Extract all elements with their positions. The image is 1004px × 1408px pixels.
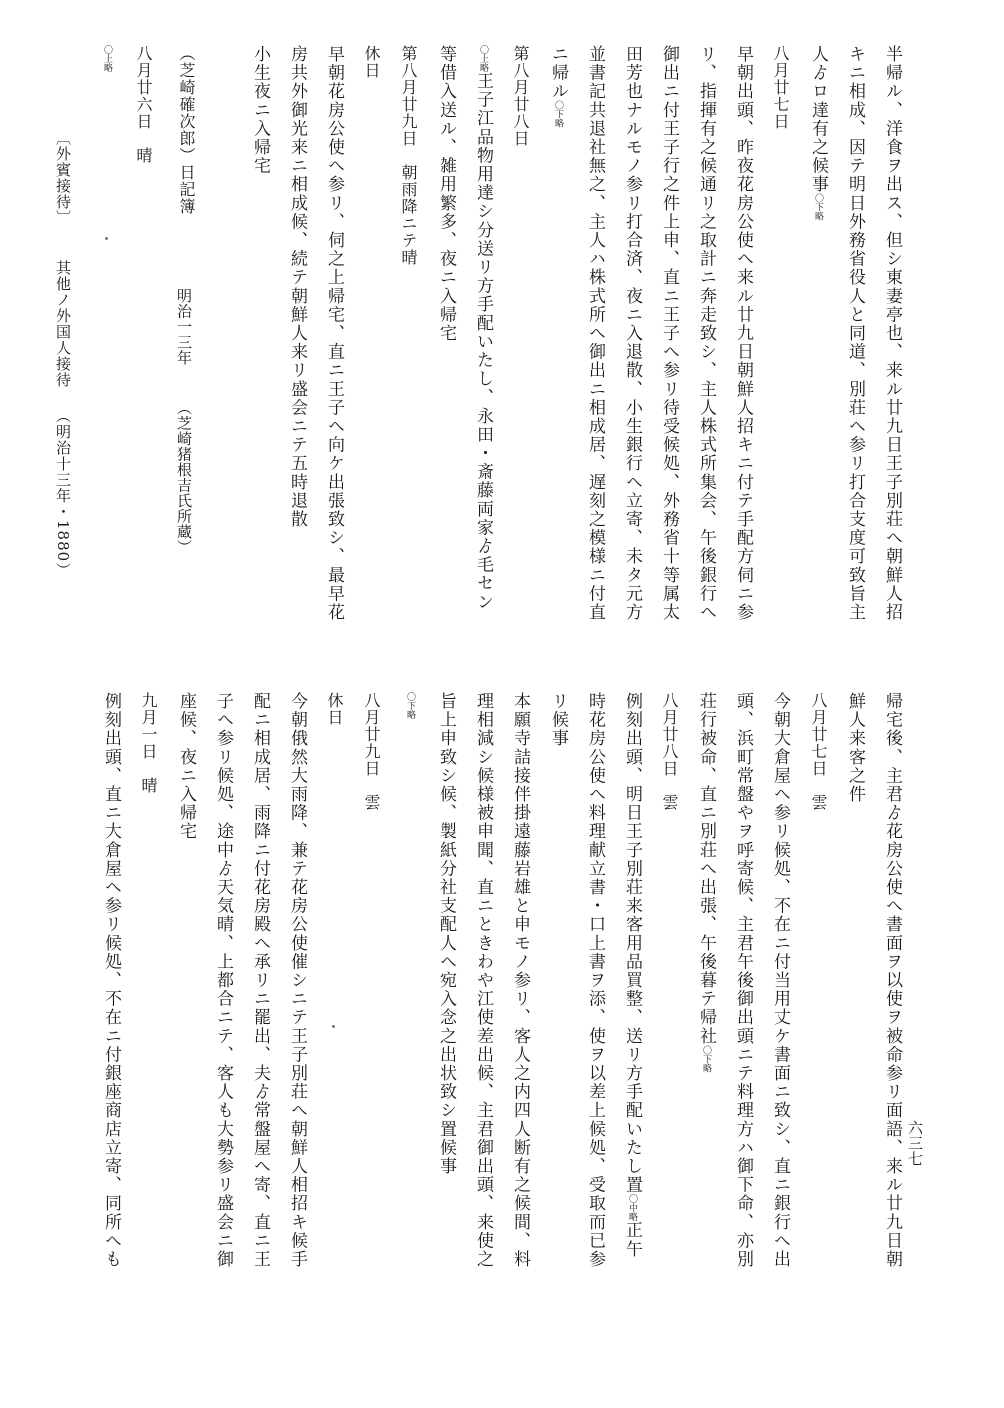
holiday-label: 休日 bbox=[362, 45, 381, 79]
source-title: （芝崎確次郎）日記簿 bbox=[177, 45, 196, 215]
text-column: キニ相成、因テ明日外務省役人と同道、別荘へ参リ打合支度可致旨主 bbox=[845, 45, 865, 622]
text-column: 房共外御光来ニ相成候、続テ朝鮮人来リ盛会ニテ五時退散 bbox=[287, 45, 307, 529]
diary-year: 明治一三年 bbox=[175, 288, 193, 366]
text-column: 本願寺詰接伴掛遠藤岩雄と申モノ参リ、客人之内四人断有之候間、料 bbox=[510, 692, 530, 1269]
text-column: 早朝出頭、昨夜花房公使へ来ル廿九日朝鮮人招キニ付テ手配方伺ニ参 bbox=[733, 45, 753, 622]
text-column: 今朝俄然大雨降、兼テ花房公使催シニテ王子別荘へ朝鮮人相招キ候手 bbox=[287, 692, 307, 1269]
date-heading: 八月廿七日 雲 bbox=[809, 692, 828, 811]
text-column bbox=[474, 45, 491, 611]
text-column: 理相減シ候様被申聞、直ニときわや江使差出候、主君御出頭、来使之 bbox=[473, 692, 493, 1269]
text-column: 並書記共退社無之、主人ハ株式所へ御出ニ相成居、遅刻之模様ニ付直 bbox=[585, 45, 605, 622]
text-column bbox=[549, 45, 566, 128]
text-column: リ候事 bbox=[548, 692, 568, 748]
text-segment: 例刻出頭、明日王子別荘来客用品買整、送リ方手配いたし置 bbox=[622, 692, 642, 1195]
text-column: 時花房公使へ料理献立書・口上書ヲ添、使ヲ以差上候処、受取而已参 bbox=[585, 692, 605, 1269]
holiday-label: 休日 bbox=[325, 692, 344, 726]
running-head-section: 〔外賓接待〕 bbox=[54, 130, 72, 226]
omission-note: 〇下略 bbox=[701, 1045, 711, 1073]
text-column: 頭、浜町常盤やヲ呼寄候、主君午後御出頭ニテ料理方ハ御下命、亦別 bbox=[733, 692, 753, 1269]
text-column: 等借入送ル、雑用繁多、夜ニ入帰宅 bbox=[436, 45, 456, 343]
date-heading: 八月廿九日 雲 bbox=[362, 692, 381, 811]
text-column: 旨上申致シ候、製紙分社支配人へ宛入念之出状致シ置候事 bbox=[436, 692, 456, 1176]
text-column: 配ニ相成居、雨降ニ付花房殿へ承リニ罷出、夫ゟ常盤屋へ寄、直ニ王 bbox=[250, 692, 270, 1269]
omission-note: 〇中略 bbox=[627, 1194, 637, 1222]
omission-note: 〇下略 bbox=[553, 100, 563, 128]
date-heading: 八月廿八日 雲 bbox=[660, 692, 679, 811]
text-column: 早朝花房公使へ参リ、伺之上帰宅、直ニ王子へ向ケ出張致シ、最早花 bbox=[324, 45, 344, 622]
text-segment: ニ帰ル bbox=[548, 45, 568, 101]
omission-note: 〇下略 bbox=[405, 692, 415, 719]
text-column: 今朝大倉屋へ参リ候処、不在ニ付当用丈ケ書面ニ致シ、直ニ銀行へ出 bbox=[770, 692, 790, 1269]
date-heading: 八月廿六日 晴 bbox=[134, 45, 153, 164]
text-column bbox=[623, 692, 640, 1258]
omission-note: 〇上略 bbox=[102, 45, 112, 72]
text-column: 御出ニ付王子行之件上申、直ニ王子へ参リ待受候処、外務省十等属太 bbox=[659, 45, 679, 622]
text-column bbox=[809, 45, 826, 221]
omission-note: 〇上略 bbox=[478, 45, 488, 72]
page-number: 六三七 bbox=[906, 1120, 924, 1167]
running-head-title: 其他ノ外国人接待 bbox=[54, 260, 72, 388]
text-column: 例刻出頭、直ニ大倉屋へ参リ候処、不在ニ付銀座商店立寄、同所へも bbox=[101, 692, 121, 1269]
text-segment: 人ゟロ達有之候事 bbox=[808, 45, 828, 194]
text-column: 半帰ル、洋食ヲ出ス、但シ東妻亭也、来ル廿九日王子別荘へ朝鮮人招 bbox=[882, 45, 902, 622]
text-segment: 荘行被命、直ニ別荘へ出張、午後暮テ帰社 bbox=[696, 692, 716, 1046]
text-column: 鮮人来客之件 bbox=[845, 692, 865, 804]
date-heading: 第八月廿九日 朝雨降ニテ晴 bbox=[399, 45, 418, 266]
date-heading: 第八月廿八日 bbox=[511, 45, 530, 147]
text-column: 小生夜ニ入帰宅 bbox=[250, 45, 270, 176]
running-head-era: （明治十三年・1880） bbox=[54, 408, 72, 579]
text-segment: 王子江品物用達シ分送リ方手配いたし、永田・斎藤両家ゟ毛セン bbox=[473, 72, 493, 612]
text-segment: 正午 bbox=[622, 1221, 642, 1259]
text-column: 田芳也ナルモノ参リ打合済、夜ニ入退散、小生銀行へ立寄、未タ元方 bbox=[622, 45, 642, 622]
text-column: リ、指揮有之候通リ之取計ニ奔走致シ、主人株式所集会、午後銀行へ bbox=[696, 45, 716, 622]
print-speck bbox=[105, 237, 108, 240]
text-column: 子へ参リ候処、途中ゟ天気晴、上都合ニテ、客人も大勢参リ盛会ニ御 bbox=[213, 692, 233, 1269]
holder-note: （芝崎猪根吉氏所蔵） bbox=[175, 400, 193, 555]
text-column: 座候、夜ニ入帰宅 bbox=[176, 692, 196, 841]
text-column bbox=[697, 692, 714, 1072]
omission-note: 〇下略 bbox=[813, 193, 823, 221]
date-heading: 九月一日 晴 bbox=[139, 692, 158, 794]
date-heading: 八月廿七日 bbox=[771, 45, 790, 130]
text-column: 帰宅後、主君ゟ花房公使へ書面ヲ以使ヲ被命参リ面語、来ル廿九日朝 bbox=[882, 692, 902, 1269]
print-speck bbox=[332, 1025, 335, 1028]
